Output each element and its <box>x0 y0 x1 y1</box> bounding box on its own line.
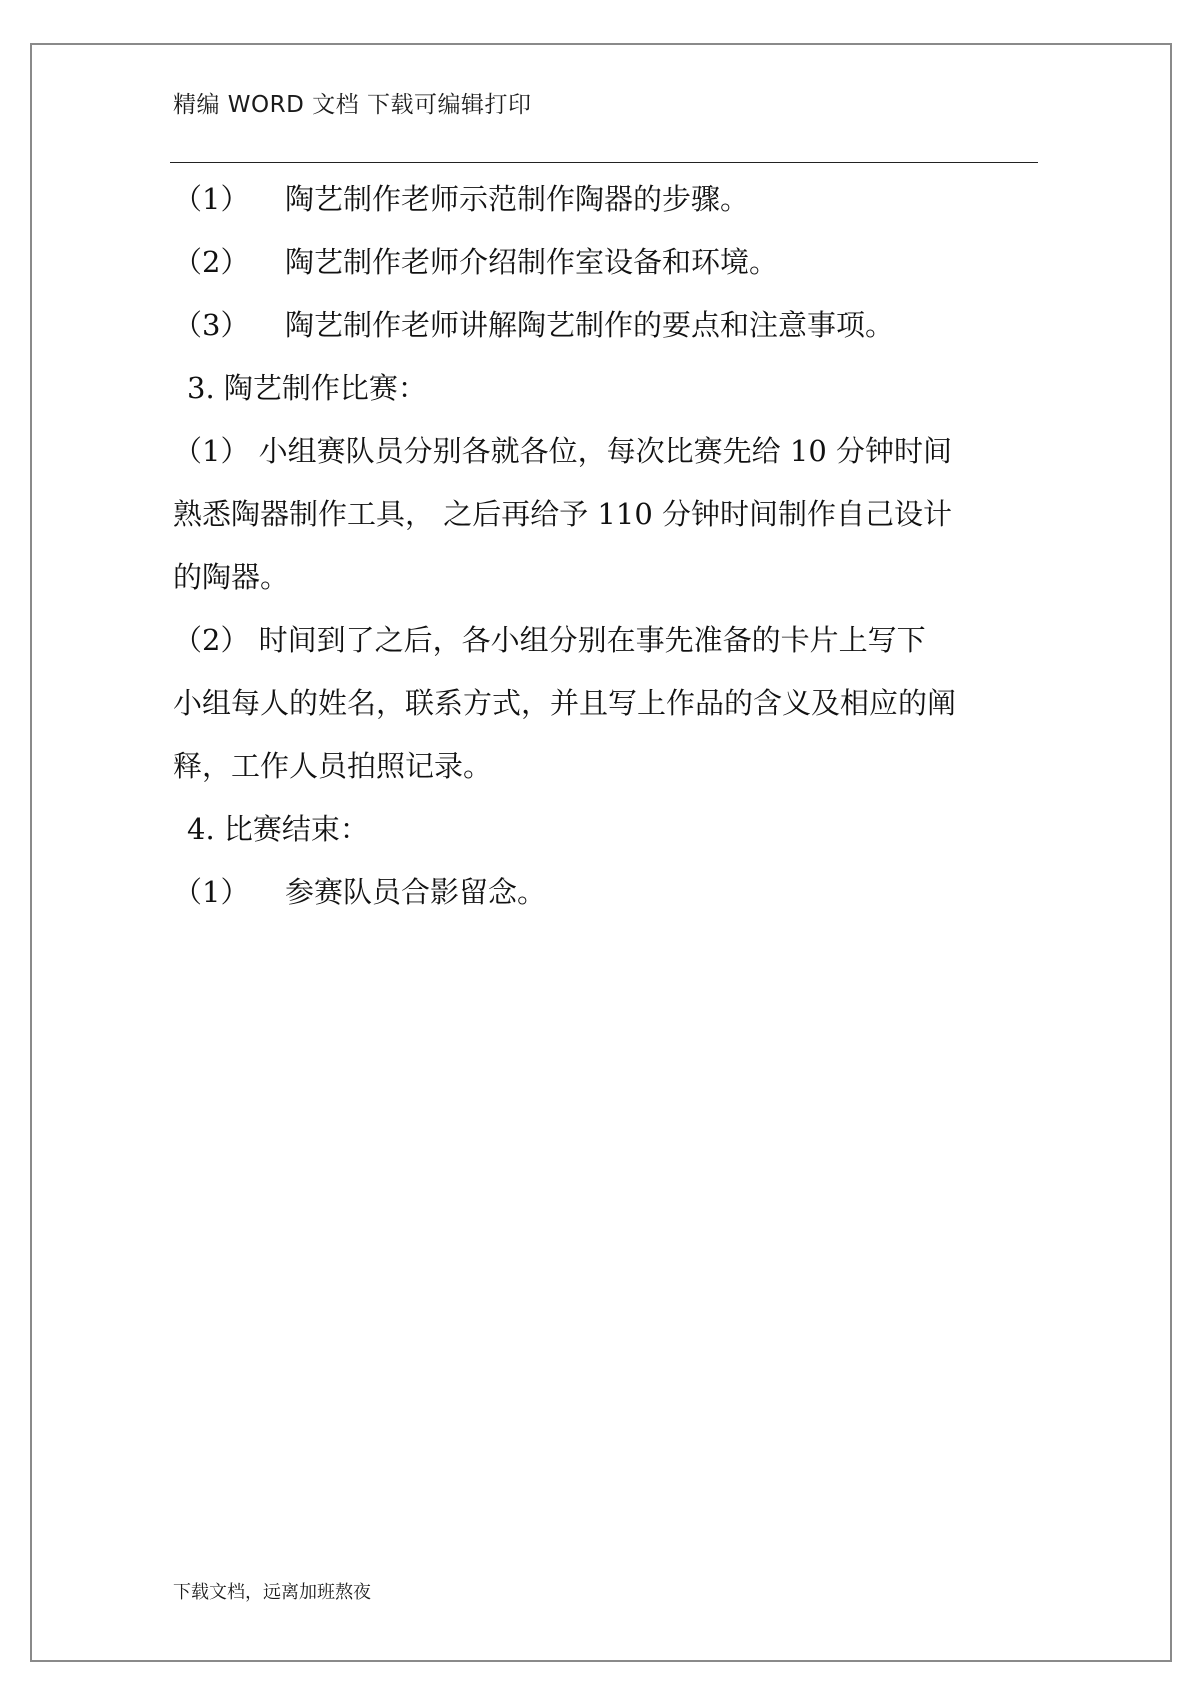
list-item <box>173 168 1039 231</box>
paragraph-line: 熟悉陶器制作工具， 之后再给予 110 分钟时间制作自己设计 <box>173 497 953 531</box>
paragraph-line: 释，工作人员拍照记录。 <box>173 749 493 783</box>
item-label: （2） <box>173 245 250 279</box>
item-label: （1） <box>173 182 250 216</box>
paragraph-line: （1） 小组赛队员分别各就各位，每次比赛先给 10 分钟时间 <box>173 434 953 468</box>
paragraph-line: 小组每人的姓名，联系方式，并且写上作品的含义及相应的阐 <box>173 686 957 720</box>
item-text: 陶艺制作老师介绍制作室设备和环境。 <box>285 245 779 279</box>
section-heading-4: 4. 比赛结束： <box>187 812 369 846</box>
header-divider <box>170 162 1038 163</box>
document-body <box>173 168 1039 924</box>
section-heading-3: 3. 陶艺制作比赛： <box>187 371 427 405</box>
page-footer: 下载文档，远离加班熬夜 <box>173 1582 371 1603</box>
item-label: （3） <box>173 308 250 342</box>
item-text: 陶艺制作老师示范制作陶器的步骤。 <box>285 182 750 216</box>
paragraph-line: （2） 时间到了之后，各小组分别在事先准备的卡片上写下 <box>173 623 926 657</box>
item-text: 参赛队员合影留念。 <box>285 875 547 909</box>
list-item <box>173 294 1039 357</box>
list-item <box>173 231 1039 294</box>
item-label: （1） <box>173 875 250 909</box>
paragraph-line: 的陶器。 <box>173 560 290 594</box>
item-text: 陶艺制作老师讲解陶艺制作的要点和注意事项。 <box>285 308 895 342</box>
list-item <box>173 861 1039 924</box>
page-header: 精编 WORD 文档 下载可编辑打印 <box>173 92 532 118</box>
